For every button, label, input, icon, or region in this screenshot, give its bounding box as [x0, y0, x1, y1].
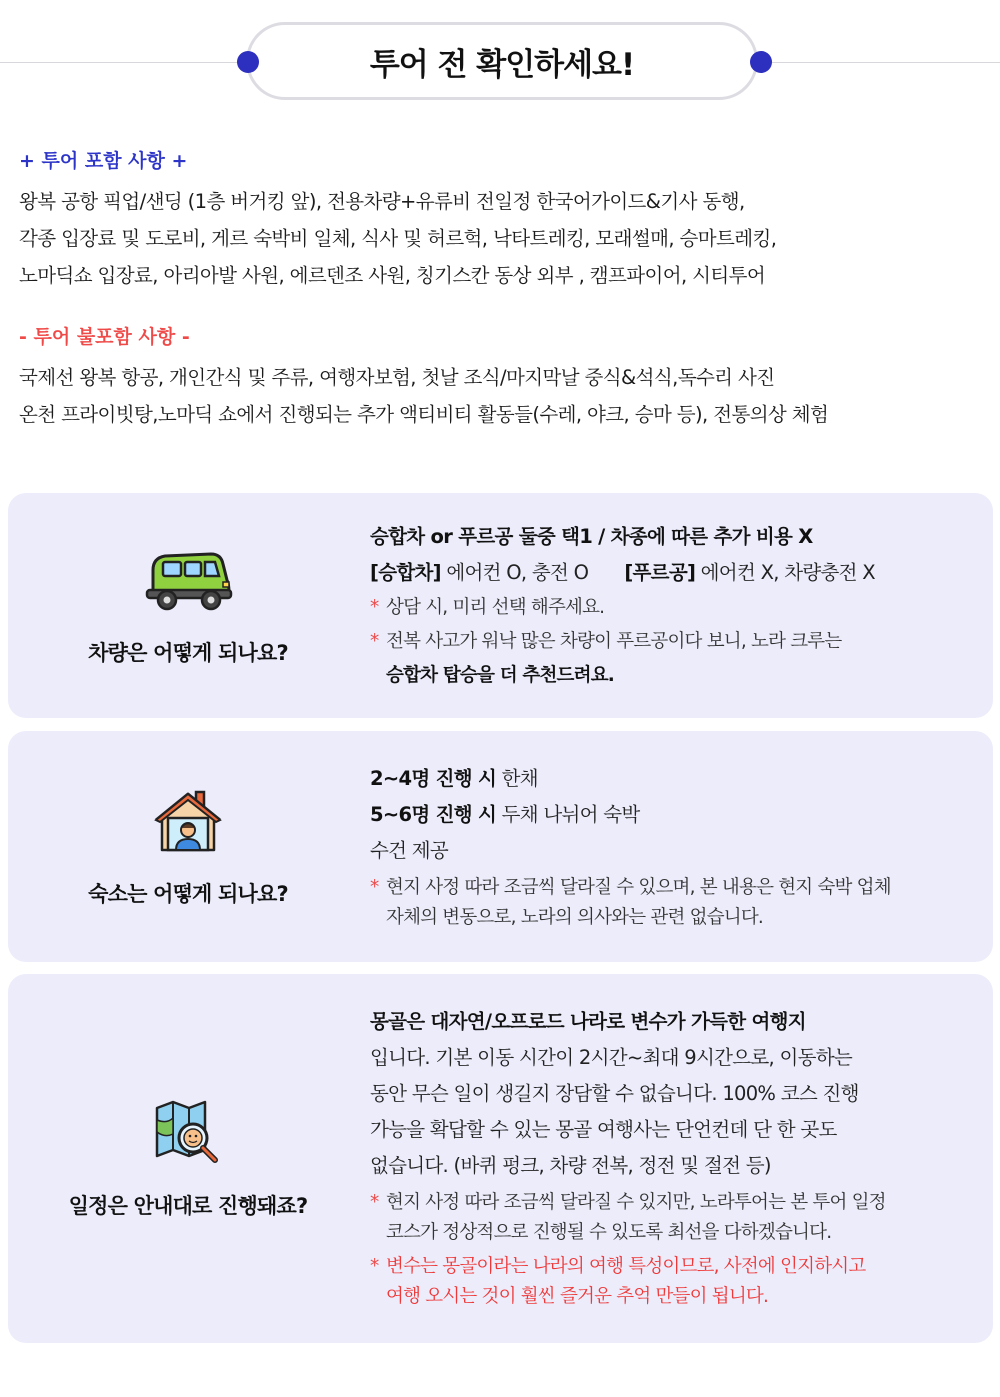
header-dot-left: [237, 51, 259, 73]
vehicle-card-body: [370, 519, 979, 693]
header-dot-right: [750, 51, 772, 73]
vehicle-card-left: [8, 493, 368, 718]
note-text: 현지 사정 따라 조금씩 달라질 수 있지만, 노라투어는 본 투어 일정: [386, 1192, 886, 1213]
lodging-card: [8, 731, 993, 962]
schedule-card-body: [370, 1004, 979, 1312]
lodging-question: 숙소는 어떻게 되나요?: [88, 881, 288, 906]
note-text: 상담 시, 미리 선택 해주세요.: [386, 597, 605, 618]
schedule-warning-continued: 여행 오시는 것이 훨씬 즐거운 추억 만들이 됩니다.: [386, 1286, 769, 1307]
header-pill: [246, 22, 758, 100]
excluded-heading: - 투어 불포함 사항 -: [19, 326, 190, 348]
included-section: [19, 146, 984, 294]
note-star: *: [370, 1192, 379, 1213]
schedule-question: 일정은 안내대로 진행돼죠?: [68, 1193, 308, 1218]
excluded-line: 온천 프라이빗탕,노마딕 쇼에서 진행되는 추가 액티비티 활동들(수레, 야크, 승마 등), 전통의상 체험: [19, 403, 829, 426]
schedule-warning: [370, 1252, 979, 1282]
lodging-line-text: 한채: [496, 767, 538, 790]
lodging-card-body: [370, 761, 979, 933]
lodging-note: [370, 873, 979, 903]
vehicle-card: [8, 493, 993, 718]
schedule-line: 동안 무슨 일이 생길지 장담할 수 없습니다. 100% 코스 진행: [370, 1082, 859, 1105]
purgon-label: [푸르공]: [624, 561, 696, 584]
lodging-line-text: 두채 나뉘어 숙박: [496, 803, 640, 826]
schedule-note: [370, 1188, 979, 1218]
map-search-icon: [143, 1098, 233, 1168]
vehicle-options: [370, 555, 979, 591]
schedule-title-text: 몽골은 대자연/오프로드 나라로 변수가 가득한 여행지: [370, 1010, 806, 1033]
lodging-line-bold: 2~4명 진행 시: [370, 767, 497, 790]
vehicle-title: [370, 519, 979, 555]
vehicle-question: 차량은 어떻게 되나요?: [88, 640, 288, 665]
schedule-note-continued: 코스가 정상적으로 진행될 수 있도록 최선을 다하겠습니다.: [386, 1222, 832, 1243]
house-person-icon: [143, 786, 233, 856]
lodging-card-left: [8, 731, 368, 962]
lodging-line: [370, 797, 979, 833]
schedule-card: [8, 974, 993, 1343]
schedule-line: 없습니다. (바퀴 펑크, 차량 전복, 정전 및 절전 등): [370, 1154, 771, 1177]
lodging-line-bold: 5~6명 진행 시: [370, 803, 497, 826]
vehicle-note: [370, 591, 979, 625]
purgon-desc: 에어컨 X, 차량충전 X: [695, 561, 875, 584]
note-star: *: [370, 1256, 379, 1277]
included-line: 각종 입장료 및 도로비, 게르 숙박비 일체, 식사 및 허르헉, 낙타트레킹, 모래썰매, 승마트레킹,: [19, 227, 777, 250]
van-icon: [143, 545, 233, 615]
van-desc: 에어컨 O, 충전 O: [440, 561, 589, 584]
schedule-card-left: [8, 974, 368, 1343]
schedule-line: 입니다. 기본 이동 시간이 2시간~최대 9시간으로, 이동하는: [370, 1046, 853, 1069]
warning-text: 변수는 몽골이라는 나라의 여행 특성이므로, 사전에 인지하시고: [386, 1256, 866, 1277]
note-text: 현지 사정 따라 조금씩 달라질 수 있으며, 본 내용은 현지 숙박 업체: [386, 877, 891, 898]
lodging-note-continued: 자체의 변동으로, 노라의 의사와는 관련 없습니다.: [386, 907, 763, 928]
note-star: *: [370, 631, 379, 652]
van-label: [승합차]: [370, 561, 441, 584]
lodging-line: 수건 제공: [370, 839, 449, 862]
note-text: 전복 사고가 워낙 많은 차량이 푸르공이다 보니, 노라 크루는: [386, 631, 842, 652]
note-star: *: [370, 877, 379, 898]
included-line: 왕복 공항 픽업/샌딩 (1층 버거킹 앞), 전용차량+유류비 전일정 한국어가이드&기사 동행,: [19, 190, 745, 213]
vehicle-note-continued: 승합차 탑승을 더 추천드려요.: [386, 665, 615, 686]
included-line: 노마딕쇼 입장료, 아리아발 사원, 에르덴조 사원, 칭기스칸 동상 외부 , 캠프파이어, 시티투어: [19, 264, 766, 287]
excluded-line: 국제선 왕복 항공, 개인간식 및 주류, 여행자보험, 첫날 조식/마지막날 중식&석식,독수리 사진: [19, 366, 775, 389]
excluded-section: [19, 322, 984, 433]
page-title: 투어 전 확인하세요!: [369, 46, 635, 83]
included-heading: + 투어 포함 사항 +: [19, 150, 188, 172]
note-star: *: [370, 597, 379, 618]
lodging-line: [370, 761, 979, 797]
vehicle-note: [370, 625, 979, 659]
vehicle-title-text: 승합차 or 푸르공 둘중 택1 / 차종에 따른 추가 비용 X: [370, 525, 813, 548]
schedule-line: 가능을 확답할 수 있는 몽골 여행사는 단언컨데 단 한 곳도: [370, 1118, 837, 1141]
schedule-title: [370, 1004, 979, 1040]
